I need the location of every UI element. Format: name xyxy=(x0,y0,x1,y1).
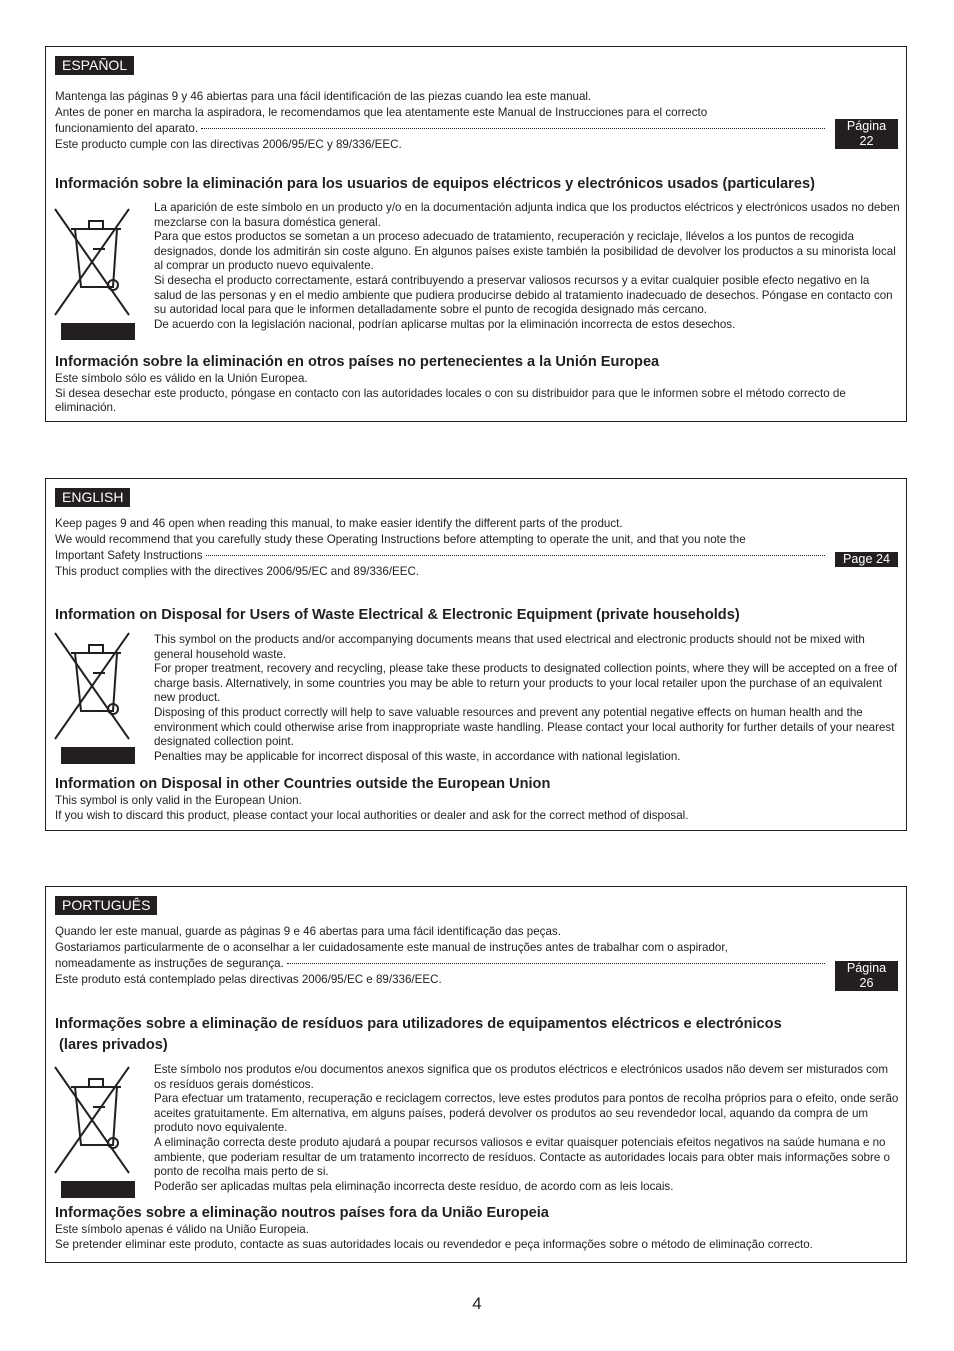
intro-text xyxy=(55,924,900,988)
intro-text xyxy=(55,89,900,153)
section-espanol xyxy=(45,46,907,422)
weee-symbol xyxy=(53,629,133,764)
weee-symbol xyxy=(53,205,133,340)
non-eu-heading: Information on Disposal in other Countries outside the European Union xyxy=(55,776,551,792)
disposal-heading: Informações sobre a eliminação de resíduos para utilizadores de equipamentos eléctricos e electrónicos xyxy=(55,1016,782,1032)
black-bar xyxy=(61,1181,135,1198)
section-english xyxy=(45,478,907,831)
intro-line: Antes de poner en marcha la aspiradora, le recomendamos que lea atentamente este Manual de Instrucciones para el correcto xyxy=(55,106,708,119)
dot-leader xyxy=(206,555,825,556)
page-reference: Página 22 xyxy=(835,119,898,149)
body-paragraph: Para que estos productos se sometan a un proceso adecuado de tratamiento, recuperación y reciclaje, llévelos a los puntos de recogida designados, donde los admitirán sin coste alguno. En algunos países existe también la posibilidad de devolver los productos a su minorista local al comprar un producto nuevo equivalente. xyxy=(154,230,896,273)
body-paragraph: This symbol is only valid in the European Union. xyxy=(55,794,302,807)
language-label: ESPAÑOL xyxy=(55,56,134,75)
body-paragraph: Este símbolo nos produtos e/ou documentos anexos significa que os produtos eléctricos e electrónicos usados não devem ser misturados com os resíduos gerais domésticos. xyxy=(154,1063,889,1091)
body-paragraph: Este símbolo apenas é válido na União Europeia. xyxy=(55,1223,309,1236)
non-eu-heading: Información sobre la eliminación en otros países no pertenecientes a la Unión Europea xyxy=(55,354,660,370)
non-eu-body xyxy=(55,1223,900,1252)
dot-leader xyxy=(201,128,825,129)
intro-line: Gostariamos particularmente de o aconselhar a ler cuidadosamente este manual de instruções antes de trabalhar com o aspirador, xyxy=(55,941,728,954)
disposal-heading: Information on Disposal for Users of Waste Electrical & Electronic Equipment (private households) xyxy=(55,607,740,623)
language-label: PORTUGUÊS xyxy=(55,896,157,915)
body-paragraph: Se pretender eliminar este produto, contacte as suas autoridades locais ou revendedor e peça informações sobre o método de eliminação correcto. xyxy=(55,1237,813,1251)
body-paragraph: De acuerdo con la legislación nacional, podrían aplicarse multas por la eliminación incorrecta de estos desechos. xyxy=(154,317,736,331)
disposal-body xyxy=(154,1063,900,1194)
body-paragraph: La aparición de este símbolo en un producto y/o en la documentación adjunta indica que los productos eléctricos y electrónicos usados no deben mezclarse con la basura doméstica general. xyxy=(154,201,900,229)
body-paragraph: For proper treatment, recovery and recycling, please take these products to designated collection points, where they will be accepted on a free of charge basis. Alternatively, in some countries you may be able to return your products to your local retailer upon the purchase of an equivalent new product. xyxy=(154,662,898,705)
intro-line: Mantenga las páginas 9 y 46 abiertas para una fácil identificación de las piezas cuando lea este manual. xyxy=(55,90,592,103)
crossed-out-wheelie-bin-icon xyxy=(53,205,133,317)
black-bar xyxy=(61,747,135,764)
body-paragraph: If you wish to discard this product, please contact your local authorities or dealer and ask for the correct method of disposal. xyxy=(55,808,689,822)
crossed-out-wheelie-bin-icon xyxy=(53,1063,133,1175)
intro-line: Keep pages 9 and 46 open when reading this manual, to make easier identify the different parts of the product. xyxy=(55,517,623,530)
page-reference: Página 26 xyxy=(835,961,898,991)
body-paragraph: Si desecha el producto correctamente, estará contribuyendo a preservar valiosos recursos y a evitar cualquier posible efecto negativo en la salud de las personas y en el medio ambiente que pudiera producirse debido al tratamiento inadecuado de desechos. Póngase en contacto con su autoridad local para que le informen detalladamente sobre el punto de recogida designado más cercano. xyxy=(154,273,893,317)
intro-line: This product complies with the directives 2006/95/EC and 89/336/EEC. xyxy=(55,565,420,578)
body-paragraph: Disposing of this product correctly will help to save valuable resources and prevent any potential negative effects on human health and the environment which could otherwise arise from inappropriate waste handling. Please contact your local authority for further details of your nearest designated collection point. xyxy=(154,705,895,749)
body-paragraph: Si desea desechar este producto, póngase en contacto con las autoridades locales o con su distribuidor para que le informen sobre el método correcto de eliminación. xyxy=(55,386,846,415)
disposal-body xyxy=(154,633,900,764)
page-number: 4 xyxy=(472,1294,482,1313)
body-paragraph: This symbol on the products and/or accompanying documents means that used electrical and electronic products should not be mixed with general household waste. xyxy=(154,633,865,661)
intro-text xyxy=(55,516,900,580)
body-paragraph: Penalties may be applicable for incorrect disposal of this waste, in accordance with national legislation. xyxy=(154,749,681,763)
page-reference: Page 24 xyxy=(835,552,898,567)
section-portugues xyxy=(45,886,907,1263)
intro-line: Este producto cumple con las directivas 2006/95/EC y 89/336/EEC. xyxy=(55,138,402,151)
intro-line: funcionamiento del aparato. xyxy=(55,122,199,135)
body-paragraph: Poderão ser aplicadas multas pela eliminação incorrecta deste resíduo, de acordo com as leis locais. xyxy=(154,1179,674,1193)
intro-line: We would recommend that you carefully study these Operating Instructions before attempting to operate the unit, and that you note the xyxy=(55,533,746,546)
crossed-out-wheelie-bin-icon xyxy=(53,629,133,741)
non-eu-body xyxy=(55,372,900,416)
non-eu-body xyxy=(55,794,900,823)
disposal-heading-continued: (lares privados) xyxy=(55,1037,168,1053)
black-bar xyxy=(61,323,135,340)
intro-line: Este produto está contemplado pelas directivas 2006/95/EC e 89/336/EEC. xyxy=(55,973,442,986)
intro-line: Quando ler este manual, guarde as páginas 9 e 46 abertas para uma fácil identificação das peças. xyxy=(55,925,561,938)
non-eu-heading: Informações sobre a eliminação noutros países fora da União Europeia xyxy=(55,1205,549,1221)
language-label: ENGLISH xyxy=(55,488,130,507)
body-paragraph: Para efectuar um tratamento, recuperação e reciclagem correctos, leve estes produtos para pontos de recolha próprios para o efeito, onde serão aceites gratuitamente. Em alternativa, em alguns países, poderá devolver os produtos ao seu revendedor local, aquando da compra de um produto novo equivalente. xyxy=(154,1092,899,1135)
dot-leader xyxy=(287,963,825,964)
intro-line: Important Safety Instructions xyxy=(55,549,203,562)
intro-line: nomeadamente as instruções de segurança. xyxy=(55,957,284,970)
body-paragraph: Este símbolo sólo es válido en la Unión Europea. xyxy=(55,372,308,385)
body-paragraph: A eliminação correcta deste produto ajudará a poupar recursos valiosos e evitar quaisquer potenciais efeitos negativos na saúde humana e no ambiente, que poderiam resultar de um tratamento incorrecto de resíduos. Contacte as autoridades locais para obter mais informações sobre o ponto de recolha mais perto de si. xyxy=(154,1135,890,1179)
weee-symbol xyxy=(53,1063,133,1198)
disposal-body xyxy=(154,201,900,332)
disposal-heading: Información sobre la eliminación para los usuarios de equipos eléctricos y electrónicos usados (particulares) xyxy=(55,176,815,192)
